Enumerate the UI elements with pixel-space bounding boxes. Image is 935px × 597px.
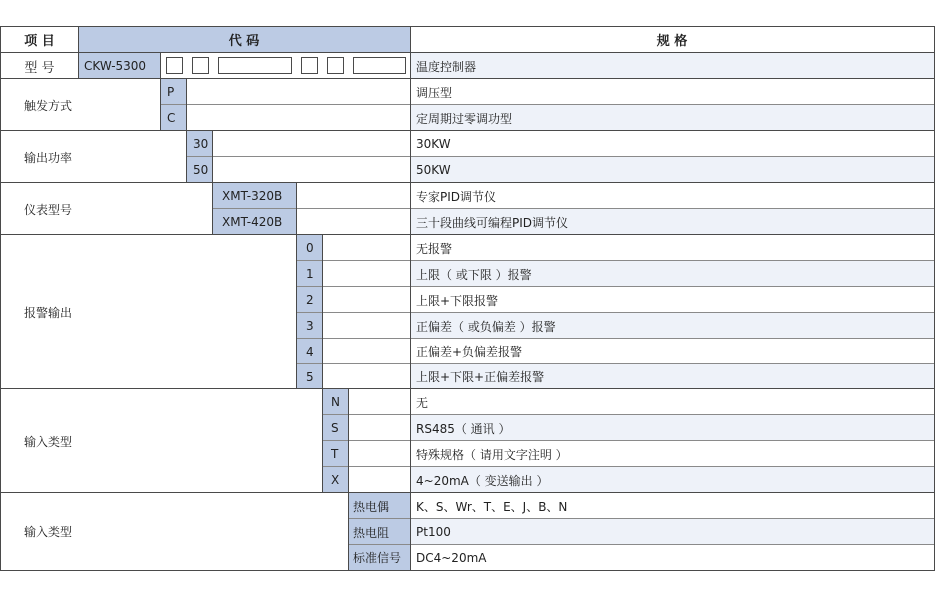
rule [0,26,935,27]
rule [296,338,935,339]
alarm-code-2: 2 [297,287,322,313]
meter-code-320b: XMT-320B [213,183,296,209]
rule [348,518,935,519]
power-code-50: 50 [187,157,213,183]
alarm-spec-3: 正偏差（ 或负偏差 ）报警 [410,313,934,339]
alarm-spec-2: 上限+下限报警 [410,287,934,313]
comm-code-s: S [323,415,348,441]
comm-spec-n: 无 [410,389,934,415]
alarm-code-4: 4 [297,339,322,364]
comm-code-t: T [323,441,348,467]
rule [186,156,935,157]
rule [0,182,935,183]
sensor-spec-rtd: Pt100 [410,519,934,545]
trigger-code-c: C [161,105,187,131]
rule [0,52,935,53]
rule [322,466,935,467]
group-label-comm: 输入类型 [24,434,73,449]
trigger-spec-c: 定周期过零调功型 [410,105,934,131]
header-item: 项 目 [1,27,78,52]
alarm-spec-5: 上限+下限+正偏差报警 [410,364,934,389]
code-slot-input[interactable] [353,57,406,74]
rule [0,78,935,79]
rule [0,570,935,571]
alarm-code-3: 3 [297,313,322,339]
code-slot-trigger[interactable] [166,57,183,74]
trigger-spec-p: 调压型 [410,79,934,105]
model-spec: 温度控制器 [410,53,934,79]
rule [296,363,935,364]
rule [296,286,935,287]
rule [160,104,935,105]
alarm-spec-4: 正偏差+负偏差报警 [410,339,934,364]
code-slot-meter[interactable] [218,57,292,74]
group-label-alarm: 报警输出 [24,305,73,320]
alarm-code-0: 0 [297,235,322,261]
rule [0,492,935,493]
comm-code-x: X [323,467,348,493]
header-code: 代 码 [78,27,410,52]
sensor-code-thermocouple: 热电偶 [349,493,410,519]
rule [0,26,1,571]
group-label-meter: 仪表型号 [24,202,73,217]
rule [78,26,79,79]
rule [212,208,935,209]
rule [0,234,935,235]
sensor-code-rtd: 热电阻 [349,519,410,545]
meter-spec-420b: 三十段曲线可编程PID调节仪 [410,209,934,235]
power-spec-50: 50KW [410,157,934,183]
rule [348,544,935,545]
rule [212,130,213,235]
alarm-code-5: 5 [297,364,322,389]
meter-spec-320b: 专家PID调节仪 [410,183,934,209]
sensor-code-signal: 标准信号 [349,545,410,570]
alarm-spec-0: 无报警 [410,235,934,261]
rule [322,234,323,493]
rule [0,130,935,131]
rule [296,312,935,313]
power-code-30: 30 [187,131,213,157]
model-code: CKW-5300 [78,53,160,79]
comm-code-n: N [323,389,348,415]
rule [296,260,935,261]
rule [410,26,411,571]
rule [348,388,349,571]
sensor-spec-thermocouple: K、S、Wr、T、E、J、B、N [410,493,934,519]
rule [160,52,161,131]
sensor-spec-signal: DC4~20mA [410,545,934,570]
group-label-sensor: 输入类型 [24,525,73,539]
rule [322,414,935,415]
code-slot-comm[interactable] [327,57,344,74]
comm-spec-x: 4~20mA（ 变送输出 ） [410,467,934,493]
rule [322,440,935,441]
rule [186,78,187,183]
code-slot-alarm[interactable] [301,57,318,74]
rule [0,388,935,389]
power-spec-30: 30KW [410,131,934,157]
code-slot-power[interactable] [192,57,209,74]
trigger-code-p: P [161,79,187,105]
header-spec: 规 格 [410,27,934,52]
group-label-trigger: 触发方式 [24,98,73,113]
group-label-power: 输出功率 [24,150,73,165]
comm-spec-t: 特殊规格（ 请用文字注明 ） [410,441,934,467]
rule [296,182,297,389]
meter-code-420b: XMT-420B [213,209,296,235]
model-label: 型 号 [24,60,55,76]
alarm-spec-1: 上限（ 或下限 ）报警 [410,261,934,287]
alarm-code-1: 1 [297,261,322,287]
comm-spec-s: RS485（ 通讯 ） [410,415,934,441]
